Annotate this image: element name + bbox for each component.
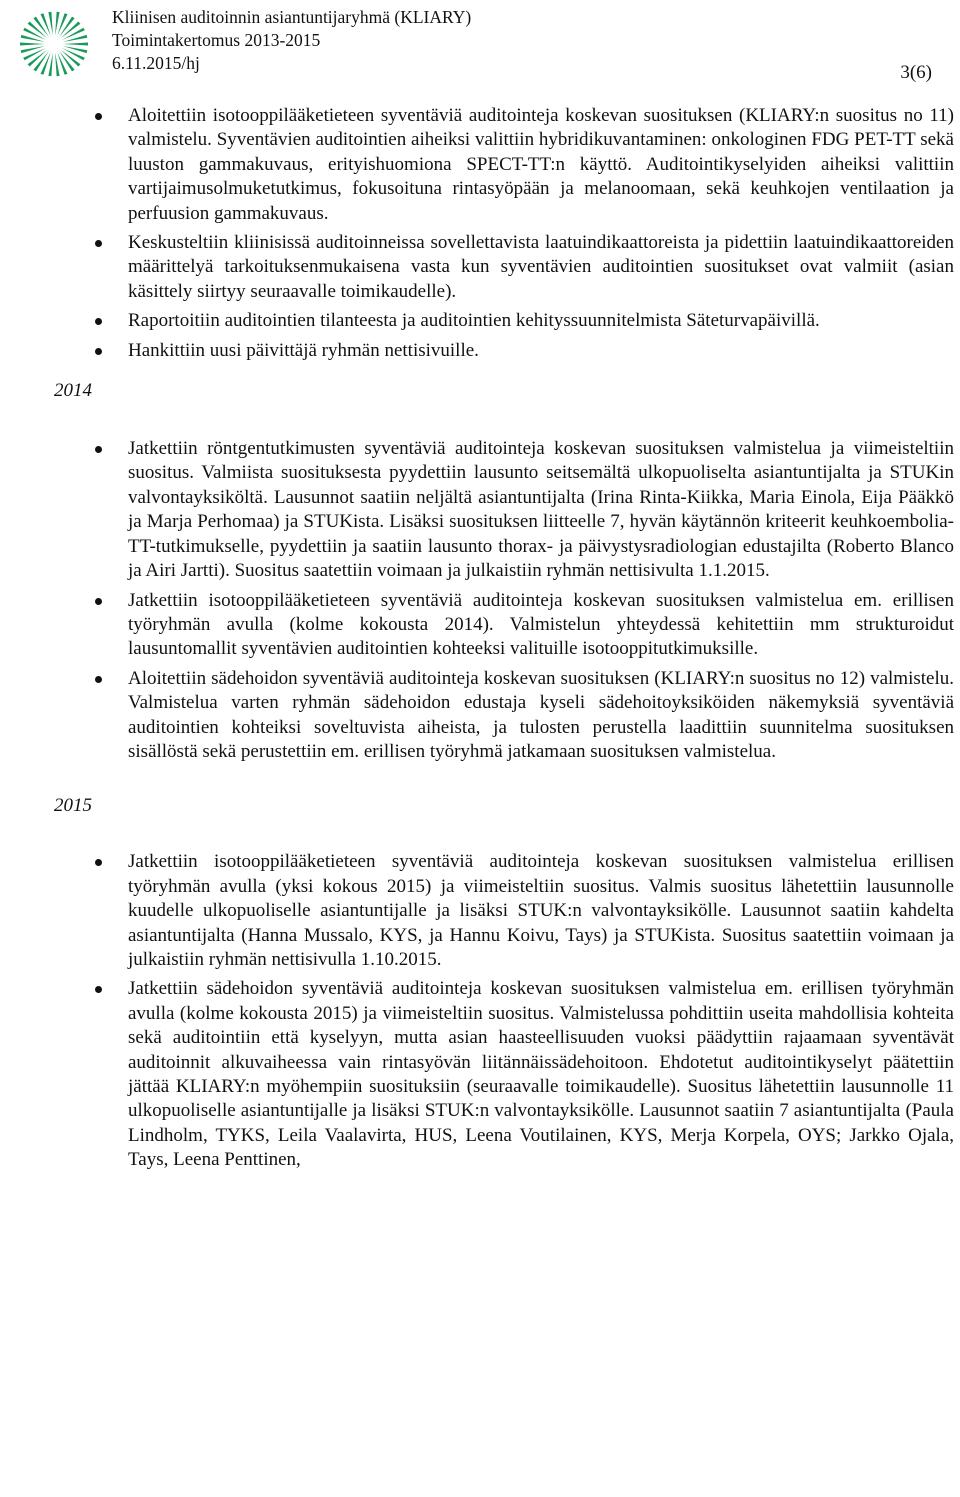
year-heading-2014: 2014 — [54, 380, 92, 402]
bullet-icon — [95, 240, 102, 247]
list-item-text: Aloitettiin sädehoidon syventäviä auditointeja koskevan suosituksen (KLIARY:n suositus no 12) valmistelu. Valmistelua varten ryhmän sädehoidon edustaja kyseli sädehoitoyksiköiden näkemyksiä syventäviä auditointien kohteiksi soveltuvista aiheista, ja tulosten perustella laadittiin suunnitelma suosituksen sisällöstä sekä perustettiin em. erillisen työryhmä jatkamaan suosituksen valmistelua. — [128, 667, 954, 762]
bullet-list-2015 — [0, 850, 960, 1172]
list-item — [0, 309, 960, 333]
list-item-text: Jatkettiin isotooppilääketieteen syventäviä auditointeja koskevan suosituksen valmistelua erillisen työryhmän avulla (yksi kokous 2015) ja viimeisteltiin suositus. Valmis suositus lähetettiin lausunnolle kuudelle ulkopuoliselle asiantuntijalle ja lisäksi STUK:n valvontayksikölle. Lausunnot saatiin kahdelta asiantuntijalta (Hanna Mussalo, KYS, ja Hannu Koivu, Tays) ja STUKista. Suositus saatettiin voimaan ja julkaistiin ryhmän nettisivulla 1.10.2015. — [128, 851, 954, 970]
bullet-icon — [95, 676, 102, 683]
list-item-text: Hankittiin uusi päivittäjä ryhmän nettisivuille. — [128, 339, 479, 361]
logo-ray — [63, 35, 88, 42]
bullet-icon — [95, 113, 102, 120]
organization-name: Kliinisen auditoinnin asiantuntijaryhmä (KLIARY) — [112, 7, 472, 27]
bullet-list-2013 — [0, 104, 960, 363]
bullet-icon — [95, 348, 102, 355]
bullet-icon — [95, 859, 102, 866]
list-item — [0, 339, 960, 363]
list-item-text: Jatkettiin isotooppilääketieteen syventäviä auditointeja koskevan suosituksen valmistelua em. erillisen työryhmän avulla (kolme kokousta 2014). Valmistelun yhteydessä kehitettiin mm strukturoidut lausuntomallit syventävien auditointien kohteeksi valituille isotooppitutkimuksille. — [128, 589, 954, 660]
list-item — [0, 437, 960, 583]
bullet-icon — [95, 318, 102, 325]
list-item-text: Aloitettiin isotooppilääketieteen syventäviä auditointeja koskevan suosituksen (KLIARY:n suositus no 11) valmistelu. Syventävien auditointien aiheiksi valittiin hybridikuvantaminen: onkologinen FDG PET-TT sekä luuston gammakuvaus, erityishuomiona SPECT-TT:n käyttö. Auditointikyselyiden aiheiksi valittiin vartijaimusolmuketutkimus, fokusoituna rintasyöpään ja melanoomaan, sekä keuhkojen ventilaation ja perfuusion gammakuvaus. — [128, 105, 954, 224]
list-item — [0, 104, 960, 226]
document-body — [0, 104, 960, 1173]
bullet-icon — [95, 986, 102, 993]
list-item — [0, 589, 960, 662]
list-item — [0, 977, 960, 1172]
kliary-logo-icon — [6, 4, 102, 78]
bullet-list-2014 — [0, 437, 960, 764]
list-item-text: Jatkettiin röntgentutkimusten syventäviä auditointeja koskevan suosituksen valmistelua ja viimeisteltiin suositus. Valmiista suosituksesta pyydettiin lausunto seitsemältä ulkopuoliselta asiantuntijalta ja STUKin valvontayksiköltä. Lausunnot saatiin neljältä asiantuntijalta (Irina Rinta-Kiikka, Maria Einola, Eija Pääkkö ja Marja Perhomaa) ja STUKista. Lisäksi suosituksen liitteelle 7, hyvän käytännön kriteerit keuhkoembolia-TT-tutkimukselle, pyydettiin ja saatiin lausunto thorax- ja päivystysradiologian edustajilta (Roberto Blanco ja Airi Jartti). Suositus saatettiin voimaan ja julkaistiin ryhmän nettisivulta 1.1.2015. — [128, 438, 954, 582]
logo-ray — [63, 46, 88, 53]
list-item — [0, 667, 960, 765]
logo-ray — [20, 43, 45, 46]
list-item — [0, 850, 960, 972]
logo-ray — [63, 43, 88, 46]
bullet-icon — [95, 446, 102, 453]
list-item-text: Jatkettiin sädehoidon syventäviä auditointeja koskevan suosituksen valmistelua em. erillisen työryhmän avulla (kolme kokousta 2015) ja viimeisteltiin suositus. Valmistelussa pohdittiin useita mahdollisia kohteita sekä auditointiin että kyselyyn, mutta asian haasteellisuuden vuoksi päädyttiin rajaamaan syventävät auditoinnit alkuvaiheessa vain rintasyövän liitännäissädehoitoon. Ehdotetut auditointikyselyt päätettiin jättää KLIARY:n myöhempiin suosituksiin (seuraavalle toimikaudelle). Suositus lähetettiin lausunnolle 11 ulkopuoliselle asiantuntijalle ja lisäksi STUK:n valvontayksikölle. Lausunnot saatiin 7 asiantuntijalta (Paula Lindholm, TYKS, Leila Vaalavirta, HUS, Leena Voutilainen, KYS, Merja Korpela, OYS; Jarkko Ojala, Tays, Leena Penttinen, — [128, 978, 954, 1171]
logo-ray — [21, 35, 46, 42]
bullet-icon — [95, 598, 102, 605]
list-item — [0, 231, 960, 304]
header-text — [112, 6, 471, 75]
page-number: 3(6) — [900, 62, 932, 83]
list-item-text: Raportoitiin auditointien tilanteesta ja auditointien kehityssuunnitelmista Säteturvapäivillä. — [128, 310, 820, 332]
logo-ray — [21, 46, 46, 53]
document-title: Toimintakertomus 2013-2015 — [112, 30, 321, 50]
document-date: 6.11.2015/hj — [112, 53, 200, 73]
page-header — [6, 4, 946, 84]
year-heading-2015: 2015 — [54, 795, 92, 817]
list-item-text: Keskusteltiin kliinisissä auditoinneissa sovellettavista laatuindikaattoreista ja pidettiin laatuindikaattoreiden määrittelyä tarkoituksenmukaisena vasta kun syventävien auditointien suositukset ovat valmiit (asian käsittely siirtyy seuraavalle toimikaudelle). — [128, 232, 954, 302]
